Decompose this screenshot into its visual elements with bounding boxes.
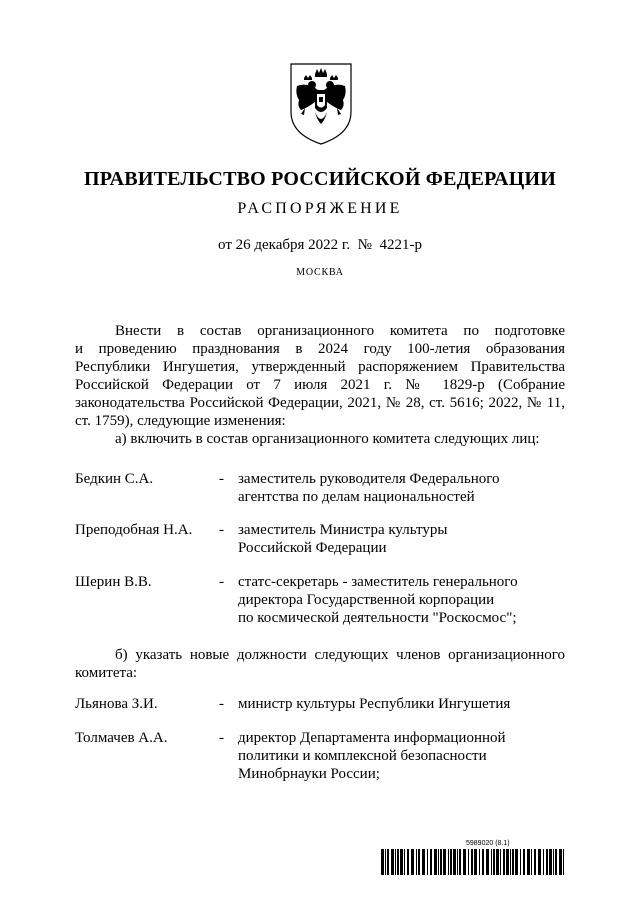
document-date: от 26 декабря 2022 г. [218,237,351,253]
position-line: по космической деятельности "Роскосмос"; [238,610,517,626]
document-city: МОСКВА [296,267,344,278]
position-line: Минобрнауки России; [238,766,380,782]
member-position [238,470,500,506]
member-name: Льянова З.И. [75,696,158,712]
barcode-number: 5989020 (8.1) [466,840,510,847]
section-b-line: комитета: [75,665,138,681]
member-name: Преподобная Н.А. [75,522,193,538]
date-and-number [0,237,640,254]
intro-line: и проведению празднования в 2024 году 100-летия образования [75,341,565,357]
member-name: Бедкин С.А. [75,471,154,487]
intro-line: Внести в состав организационного комитета по подготовке [115,323,565,339]
position-line: Российской Федерации [238,540,387,556]
position-line: политики и комплексной безопасности [238,748,487,764]
intro-paragraph [75,322,565,430]
position-line: заместитель руководителя Федерального [238,471,500,487]
russian-coat-of-arms-icon [285,60,357,146]
member-position [238,695,510,713]
dash-separator: - [219,730,224,746]
position-line: министр культуры Республики Ингушетия [238,696,511,712]
member-position [238,729,506,783]
intro-line: Республики Ингушетия, утвержденный распоряжением Правительства [75,359,565,375]
section-b-heading [75,646,565,682]
member-name: Шерин В.В. [75,574,152,590]
dash-separator: - [219,522,224,538]
member-position [238,573,518,627]
dash-separator: - [219,471,224,487]
dash-separator: - [219,574,224,590]
government-title: ПРАВИТЕЛЬСТВО РОССИЙСКОЙ ФЕДЕРАЦИИ [84,168,556,190]
section-b-line: б) указать новые должности следующих членов организационного [115,647,565,663]
barcode-icon [381,849,565,875]
document-type: РАСПОРЯЖЕНИЕ [237,200,403,217]
intro-line: законодательства Российской Федерации, 2021, № 28, ст. 5616; 2022, № 11, [75,395,565,411]
position-line: статс-секретарь - заместитель генерального [238,574,518,590]
position-line: агентства по делам национальностей [238,489,475,505]
member-name: Толмачев А.А. [75,730,168,746]
dash-separator: - [219,696,224,712]
document-number: № 4221-р [357,237,422,253]
position-line: заместитель Министра культуры [238,522,448,538]
intro-line: ст. 1759), следующие изменения: [75,413,286,429]
position-line: директора Государственной корпорации [238,592,495,608]
position-line: директор Департамента информационной [238,730,506,746]
member-position [238,521,447,557]
intro-line: Российской Федерации от 7 июля 2021 г. № 1829-р (Собрание [75,377,565,393]
section-a-heading: а) включить в состав организационного комитета следующих лиц: [115,431,540,447]
